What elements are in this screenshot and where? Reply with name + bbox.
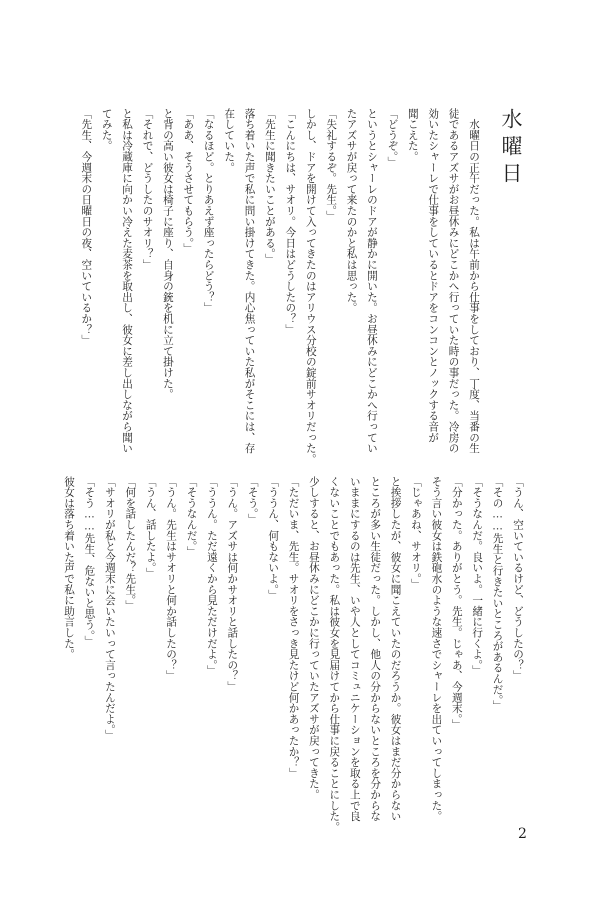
text-line: 「先生に聞きたいことがある。」 [263,108,276,265]
upper-text-block [76,108,484,465]
text-line: 「ううん、何もないよ。」 [267,476,280,601]
text-line: 「ただいま、先生。サオリをさっき見たけど何かあったか？」 [287,476,300,779]
text-line: 「そうなんだ。」 [185,476,198,558]
text-line: 「サオリが私と今週末に会いたいって言ったんだよ。」 [103,476,116,741]
text-line: 「分かった。ありがとう。先生。じゃあ、今週末。」 [450,476,463,730]
text-line: 「その……先生と行きたいところがあるんだ。」 [491,476,504,712]
chapter-title: 水曜日 [499,108,523,189]
text-line: そう言い彼女は鉄砲水のような速さでシャーレを出ていってしまった。 [430,476,443,822]
text-line: 少しすると、お昼休みにどこかに行っていたアズサが戻ってきた。 [307,476,320,800]
text-line: 「何を話したんだ？先生。」 [124,476,137,612]
text-line: いままにするのは先生、いや人としてコミュニケーションを取る上で良 [348,476,361,822]
text-line: 「うん。アズサは何かサオリと話したの？」 [226,476,239,692]
text-line: 「じゃあね、サオリ。」 [409,476,422,590]
text-line: 「そう。」 [246,476,259,525]
text-line: 聞こえた。 [406,108,419,162]
lower-text-block [59,476,528,833]
text-line: ところが多い生徒だった。しかし、他人の分からないところを分からな [369,476,382,822]
text-line: 「こんにちは、サオリ。今日はどうしたの？」 [284,108,297,335]
text-line: と背の高い彼女は椅子に座り、自身の銃を机に立て掛けた。 [161,108,174,400]
text-line: くないことでもあった。私は彼女を見届けてから仕事に戻ることにした。 [328,476,341,833]
text-line: 徒であるアズサがお昼休みにどこかへ行っていた時の事だった。冷房の [447,108,460,454]
text-line: 「そう……先生、危ないと思う。」 [83,476,96,647]
page-number: 2 [518,826,527,842]
text-line: 在していた。 [223,108,236,173]
text-line: 「うん、空いているけど、どうしたの？」 [512,476,524,682]
text-line: と私は冷蔵庫に向かい冷えた麦茶を取出し、彼女に差し出しながら聞い [121,108,134,454]
text-line: 「なるほど。とりあえず座ったらどう？」 [202,108,215,314]
text-line: 「それで、どうしたのサオリ？」 [141,108,154,270]
text-line: 水曜日の正午だった。私は午前から仕事をしており、丁度、当番の生 [468,108,480,454]
text-line: たアズサが戻って来たのかと私は思った。 [345,108,358,314]
text-line: 「どうぞ。」 [386,108,399,168]
text-line: 「うん。先生はサオリと何か話したの？」 [165,476,178,682]
text-line: というとシャーレのドアが静かに開いた。お昼休みにどこかへ行ってい [365,108,378,454]
text-line: 彼女は落ち着いた声で私に助言した。 [63,476,76,660]
text-line: 「失礼するぞ。先生。」 [325,108,338,222]
text-line: 「先生、今週末の日曜日の夜、空いているか？」 [80,108,93,346]
text-line: と挨拶したが、彼女に聞こえていたのだろうか。彼女はまだ分からない [389,476,402,822]
text-line: 効いたシャーレで仕事をしているとドアをコンコンとノックする音が [427,108,440,443]
text-line: 「ううん。ただ遠くから見ただけだよ。」 [205,476,218,676]
text-line: 落ち着いた声で私に問い掛けてきた。内心焦っていた私がそこには、存 [243,108,256,454]
text-line: 「そうなんだ。良いよ。一緒に行くよ。」 [471,476,484,676]
text-line: しかし、ドアを開けて入ってきたのはアリウス分校の錠前サオリだった。 [304,108,317,465]
text-line: 「ああ、そうさせてもらう。」 [182,108,195,254]
text-line: 「うん、話したよ。」 [144,476,157,579]
text-line: てみた。 [100,108,113,152]
